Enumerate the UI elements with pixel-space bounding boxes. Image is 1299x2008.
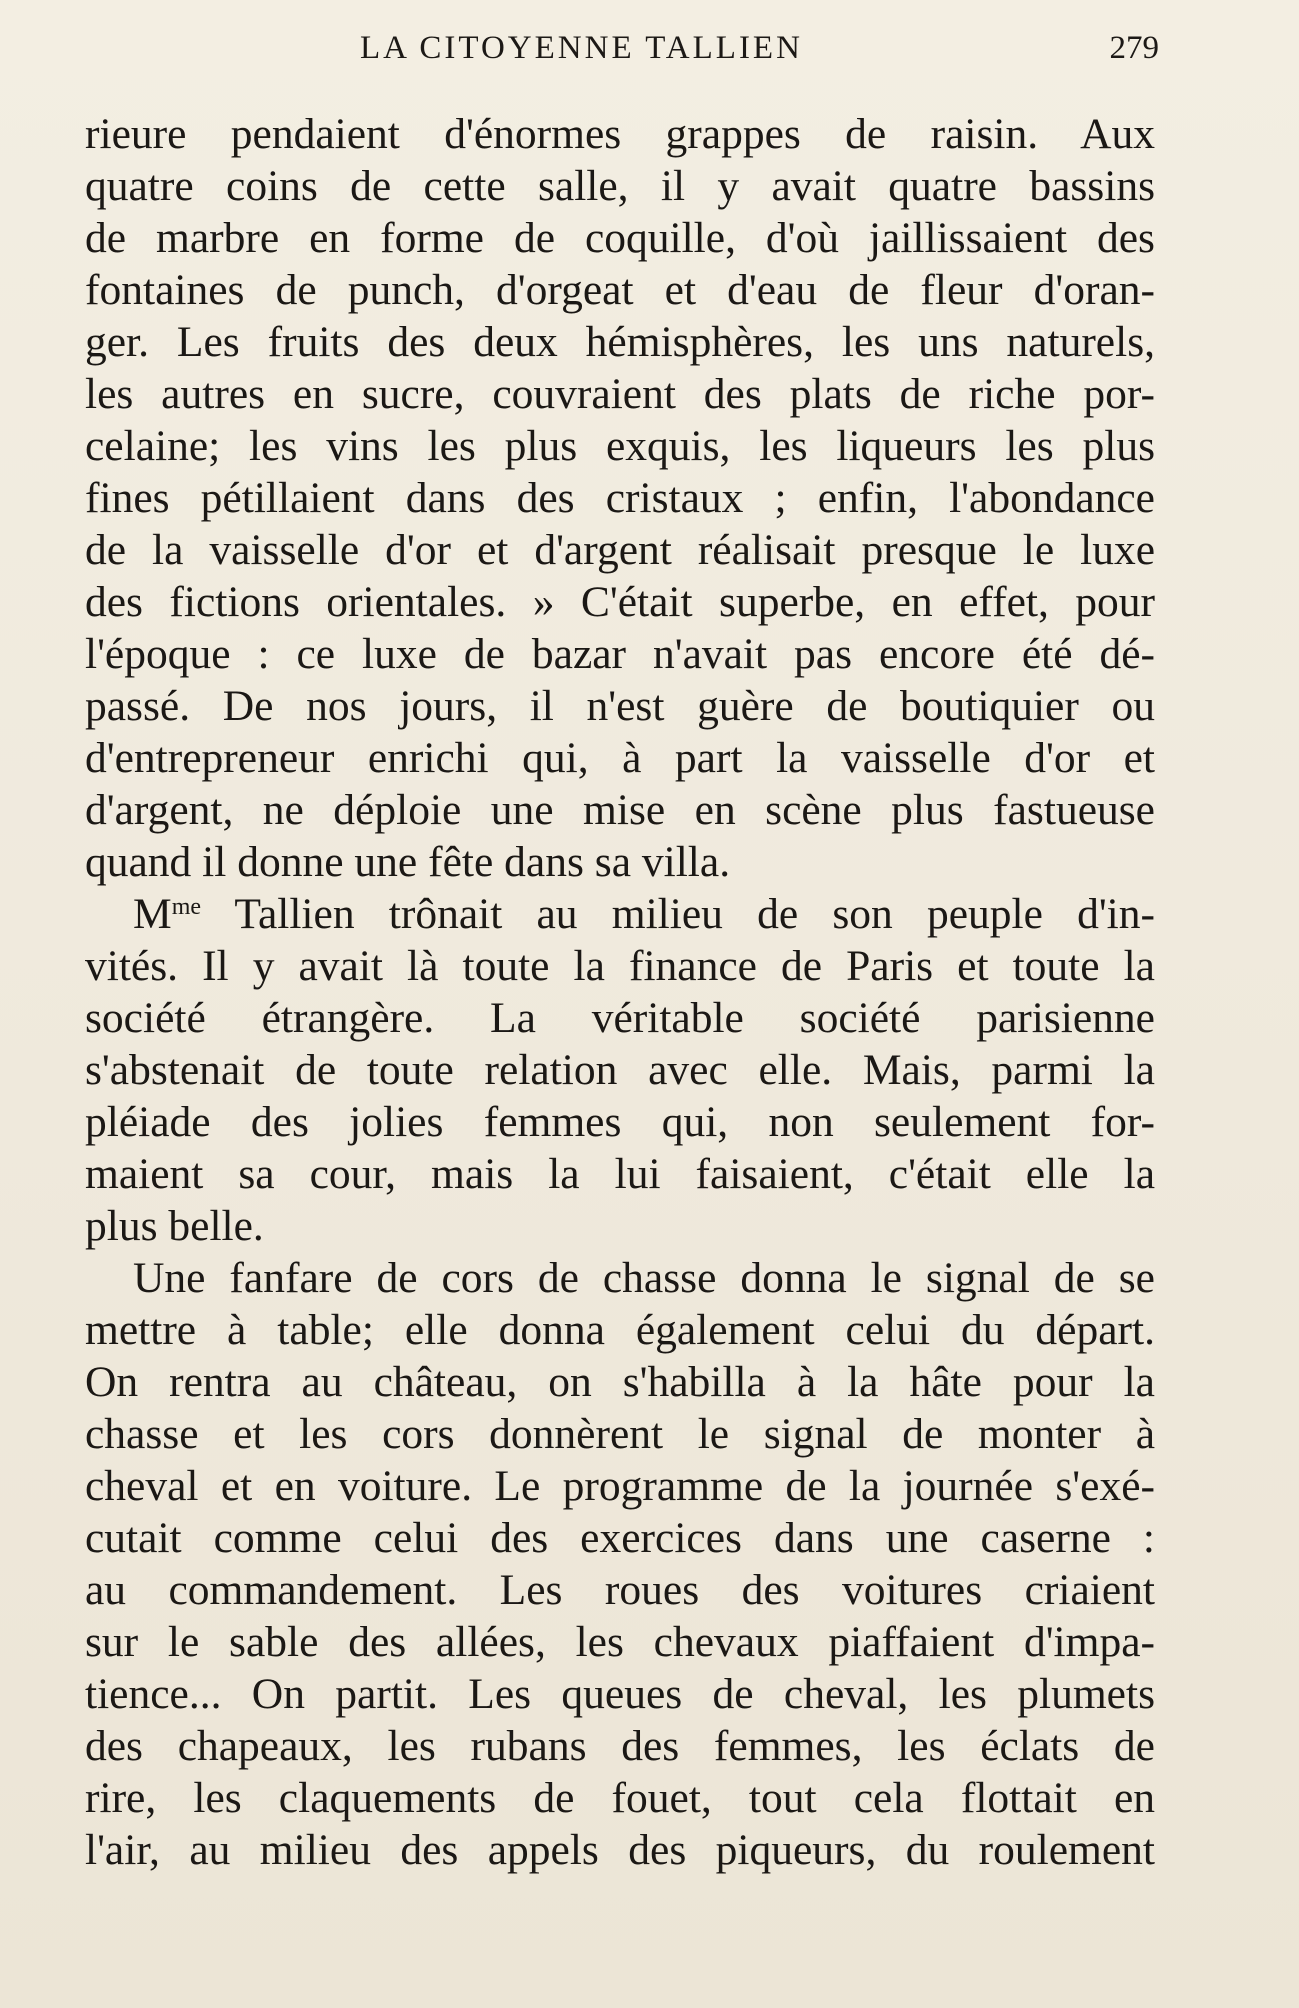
text-line: sur le sable des allées, les chevaux piaffaient d'impa-	[85, 1618, 1155, 1666]
text-line: quand il donne une fête dans sa villa.	[85, 838, 731, 886]
text-line: les autres en sucre, couvraient des plats de riche por-	[85, 370, 1155, 418]
text-line: maient sa cour, mais la lui faisaient, c'était elle la	[85, 1150, 1155, 1198]
text-line: l'air, au milieu des appels des piqueurs, du roulement	[85, 1826, 1155, 1874]
text-line: Une fanfare de cors de chasse donna le signal de se	[133, 1254, 1155, 1302]
text-line: On rentra au château, on s'habilla à la hâte pour la	[85, 1358, 1155, 1406]
text-line: ger. Les fruits des deux hémisphères, les uns naturels,	[85, 318, 1155, 366]
text-line	[85, 888, 1155, 940]
text-line: vités. Il y avait là toute la finance de Paris et toute la	[85, 942, 1155, 990]
text-line: quatre coins de cette salle, il y avait quatre bassins	[85, 162, 1155, 210]
text-line: fontaines de punch, d'orgeat et d'eau de fleur d'oran-	[85, 266, 1155, 314]
text-line: l'époque : ce luxe de bazar n'avait pas encore été dé-	[85, 630, 1155, 678]
text-line: s'abstenait de toute relation avec elle. Mais, parmi la	[85, 1046, 1155, 1094]
running-head	[0, 30, 1299, 78]
page-number: 279	[1109, 30, 1159, 66]
text-line-rest: Tallien trônait au milieu de son peuple d'in-	[201, 890, 1155, 938]
text-line: cheval et en voiture. Le programme de la journée s'exé-	[85, 1462, 1155, 1510]
running-title: LA CITOYENNE TALLIEN	[360, 30, 803, 66]
text-line: cutait comme celui des exercices dans une caserne :	[85, 1514, 1155, 1562]
text-line: d'entrepreneur enrichi qui, à part la vaisselle d'or et	[85, 734, 1155, 782]
paragraph-1	[85, 108, 1155, 888]
text-line: de marbre en forme de coquille, d'où jaillissaient des	[85, 214, 1155, 262]
text-line: société étrangère. La véritable société parisienne	[85, 994, 1155, 1042]
text-line: passé. De nos jours, il n'est guère de boutiquier ou	[85, 682, 1155, 730]
text-line: chasse et les cors donnèrent le signal de monter à	[85, 1410, 1155, 1458]
text-line: celaine; les vins les plus exquis, les liqueurs les plus	[85, 422, 1155, 470]
paragraph-2	[85, 888, 1155, 1252]
text-line: d'argent, ne déploie une mise en scène plus fastueuse	[85, 786, 1155, 834]
text-line: rieure pendaient d'énormes grappes de raisin. Aux	[85, 110, 1155, 158]
text-line: fines pétillaient dans des cristaux ; enfin, l'abondance	[85, 474, 1155, 522]
text-line: plus belle.	[85, 1202, 264, 1250]
title-abbrev-superscript: me	[171, 894, 202, 920]
paragraph-3	[85, 1252, 1155, 1876]
text-line: au commandement. Les roues des voitures criaient	[85, 1566, 1155, 1614]
text-line: pléiade des jolies femmes qui, non seulement for-	[85, 1098, 1155, 1146]
text-line: de la vaisselle d'or et d'argent réalisait presque le luxe	[85, 526, 1155, 574]
text-line: mettre à table; elle donna également celui du départ.	[85, 1306, 1155, 1354]
body-text	[85, 108, 1155, 1876]
title-abbrev: M	[133, 890, 172, 938]
text-line: tience... On partit. Les queues de cheval, les plumets	[85, 1670, 1155, 1718]
text-line: des chapeaux, les rubans des femmes, les éclats de	[85, 1722, 1155, 1770]
text-line: rire, les claquements de fouet, tout cela flottait en	[85, 1774, 1155, 1822]
text-line: des fictions orientales. » C'était superbe, en effet, pour	[85, 578, 1155, 626]
